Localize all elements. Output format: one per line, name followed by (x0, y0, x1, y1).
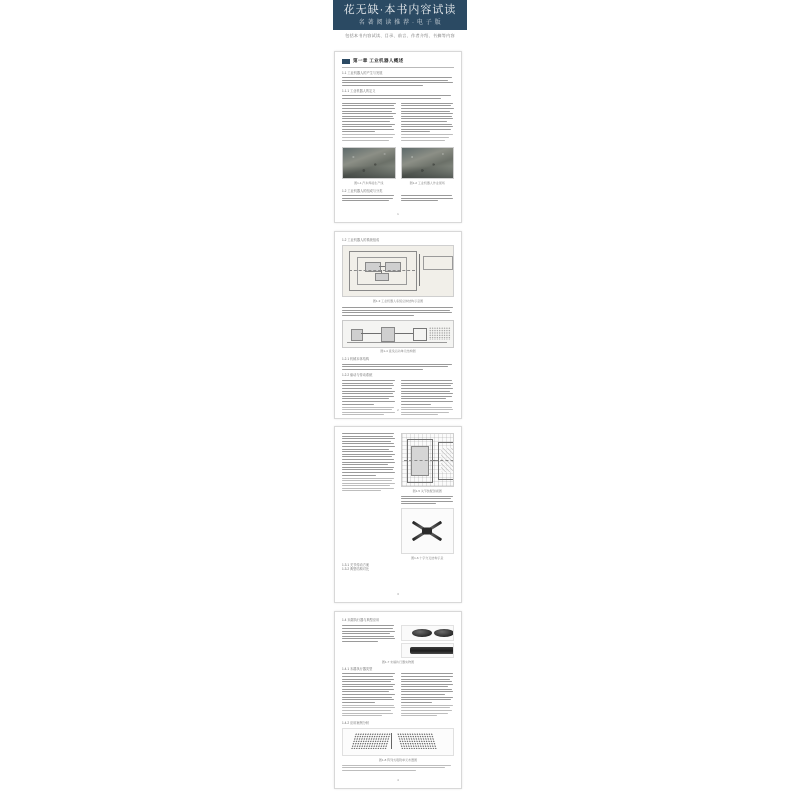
gripper-body (410, 647, 454, 654)
page-3-footer: 3 (397, 592, 399, 596)
photo-robot-arm (401, 147, 455, 179)
page-1-content (342, 58, 454, 216)
drawing-assembly-section (401, 433, 455, 487)
page-2-heading-1: 1.2.1 机械本体结构 (342, 357, 370, 362)
schematic-system-layout (342, 245, 454, 297)
page-2-heading-2: 1.2.2 驱动与传动系统 (342, 372, 373, 377)
drawing-cross-blade (401, 508, 455, 554)
document-page-4[interactable] (334, 611, 462, 789)
page-3-right-text (401, 496, 455, 505)
schematic-axis-dash (349, 270, 415, 271)
page-4-top-columns (342, 625, 454, 658)
figure-4-2-caption: 图1-8 阵列式吸附单元布置图 (378, 757, 418, 762)
schematic-right-rail (419, 254, 420, 286)
page-4-content (342, 618, 454, 782)
page-1-column-right (401, 103, 455, 142)
figure-2-2-caption: 图1-4 直线运动单元结构图 (380, 349, 416, 354)
page-4-heading-2: 1.4.2 应用案例分析 (342, 720, 370, 725)
page-3-column-left (342, 433, 396, 560)
figure-2-1-caption: 图1-3 工业机器人系统总体结构示意图 (372, 298, 424, 303)
page-1-footer: 1 (397, 212, 399, 216)
page-3-content (342, 433, 454, 596)
gripper-oval-right (434, 629, 454, 637)
matrix-left-panel (351, 733, 392, 749)
page-3-heading-1: 1.3.1 关节传动方案 (342, 562, 370, 567)
assembly-left-core (411, 446, 429, 476)
header-caption: 包括本书内容试读、目录、前言、作者介绍、书摘等内容 (345, 33, 455, 38)
page-2-footer: 2 (397, 408, 399, 412)
figure-3-2-caption: 图1-6 十字交叉结构示意 (411, 555, 444, 560)
page-3-column-right (401, 433, 455, 560)
page-1-def-text (342, 95, 454, 99)
page-2-title: 1.2 工业机器人的系统组成 (342, 238, 380, 242)
title-divider (342, 67, 454, 68)
page-3-top-columns (342, 433, 454, 560)
gripper-oval-left (412, 629, 432, 637)
page-4-title: 1.4 末端执行器与典型应用 (342, 618, 380, 622)
figure-1-1-caption: 图1-1 汽车焊接生产线 (354, 180, 384, 185)
matrix-center-line (391, 733, 392, 749)
page-4-column-left (342, 625, 396, 658)
page-4-body-columns (342, 673, 454, 718)
page-1-two-column-body (342, 103, 454, 142)
page-1-heading-2: 1.1.1 工业机器人的定义 (342, 88, 376, 93)
matrix-right-panel (397, 733, 438, 749)
photo-gripper-device (401, 643, 455, 658)
page-1-figure-row (342, 147, 454, 185)
axis-end-support (413, 328, 427, 341)
page-1-title-row (342, 58, 454, 64)
schematic-block-c (375, 273, 389, 281)
document-page-3[interactable] (334, 426, 462, 603)
page-1-bottom-body (342, 195, 454, 203)
page-4-body-left (342, 673, 396, 718)
axis-base-rail (347, 342, 447, 343)
page-3-heading-2: 1.3.2 典型结构对比 (342, 567, 370, 572)
document-page-2[interactable] (334, 231, 462, 419)
blade-hub (422, 528, 432, 535)
schematic-link-1 (379, 266, 385, 267)
page-4-heading-1: 1.4.1 末端执行器类型 (342, 666, 373, 671)
page-1-heading-1: 1.1 工业机器人的产生与发展 (342, 70, 383, 75)
figure-3-1-caption: 图1-5 关节装配剖视图 (412, 488, 442, 493)
schematic-linear-axis (342, 320, 454, 348)
header-title: 花无缺·本书内容试读 (343, 4, 457, 16)
header-subtitle: 名 著 阅 读 推 荐 · 电 子 版 (358, 20, 442, 26)
page-1-heading-3: 1.2 工业机器人的组成与分类 (342, 188, 383, 193)
page-1-title: 第一章 工业机器人概述 (353, 58, 404, 63)
header-banner (333, 0, 467, 30)
page-2-text-block-1 (342, 307, 454, 316)
assembly-axis-dash (404, 460, 455, 461)
page-4-footer: 4 (397, 778, 399, 782)
page-1-bottom-right (401, 195, 455, 203)
figure-4-1-caption: 图1-7 末端执行器实物图 (381, 659, 415, 664)
drawing-matrix-array (342, 728, 454, 756)
page-1-intro-text (342, 77, 454, 86)
photo-texture (402, 148, 454, 178)
axis-motor-block (351, 329, 363, 341)
page-1-bottom-left (342, 195, 396, 203)
figure-1-1 (342, 147, 396, 185)
page-1-column-left (342, 103, 396, 142)
page-4-body-right (401, 673, 455, 718)
axis-carriage (381, 327, 395, 342)
schematic-legend-box (423, 256, 453, 270)
page-4-figure-column (401, 625, 455, 658)
axis-texture (429, 327, 451, 340)
document-page-1[interactable] (334, 51, 462, 223)
photo-gripper-top (401, 625, 455, 641)
page-4-tail-text (342, 765, 454, 771)
page-2-text-block-2 (342, 364, 454, 370)
page-2-content (342, 238, 454, 412)
photo-robot-line (342, 147, 396, 179)
chapter-mark-icon (342, 59, 350, 64)
figure-1-2 (401, 147, 455, 185)
photo-texture (343, 148, 395, 178)
figure-1-2-caption: 图1-2 工业机器人作业现场 (409, 180, 445, 185)
